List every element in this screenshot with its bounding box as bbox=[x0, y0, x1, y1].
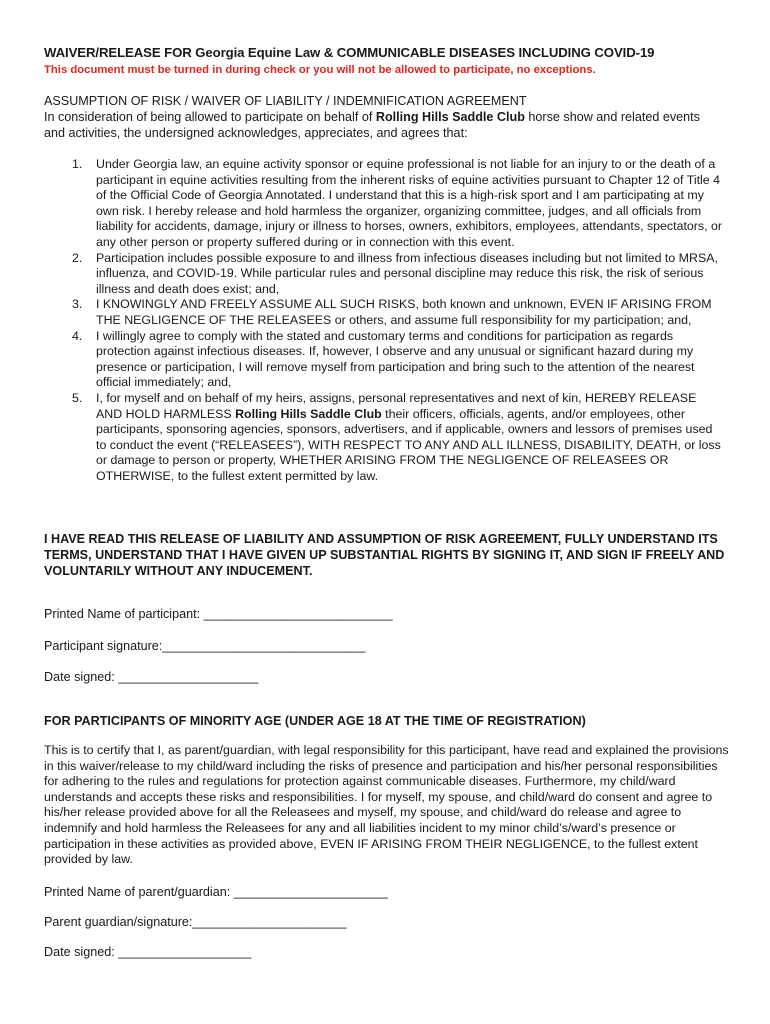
guardian-signature-field[interactable]: Parent guardian/signature:______________________ bbox=[44, 915, 347, 929]
term-number: 4. bbox=[72, 328, 83, 343]
term-text: I KNOWINGLY AND FREELY ASSUME ALL SUCH RISKS, both known and unknown, EVEN IF ARISING FROM THE NEGLIGENCE OF THE RELEASEES or others, and assume full responsibility for my participation; and, bbox=[96, 297, 712, 327]
club-name: Rolling Hills Saddle Club bbox=[235, 406, 382, 421]
term-item bbox=[44, 391, 724, 485]
intro-text-after: horse show and related events and activities, the undersigned acknowledges, appreciates, and agrees that: bbox=[44, 110, 700, 140]
term-number: 5. bbox=[72, 390, 83, 405]
term-item bbox=[44, 251, 724, 298]
term-text: I willingly agree to comply with the stated and customary terms and conditions for participation as regards protection against infectious diseases. If, however, I observe and any unusual or significant hazard during my presence or participation, I will remove myself from participation and bring such to the attention of the nearest official immediately; and, bbox=[96, 328, 695, 390]
term-item bbox=[44, 329, 724, 391]
agreement-heading: ASSUMPTION OF RISK / WAIVER OF LIABILITY / INDEMNIFICATION AGREEMENT bbox=[44, 94, 527, 108]
term-text: Participation includes possible exposure to and illness from infectious diseases including but not limited to MRSA, influenza, and COVID-19. While particular rules and personal discipline may reduce this risk, the risk of serious illness and death does exist; and, bbox=[96, 250, 718, 296]
term-number: 1. bbox=[72, 157, 83, 171]
term-number: 3. bbox=[72, 297, 83, 312]
participant-printed-name-field[interactable]: Printed Name of participant: ___________________________ bbox=[44, 607, 393, 621]
guardian-printed-name-field[interactable]: Printed Name of parent/guardian: ______________________ bbox=[44, 885, 388, 899]
term-text-before: I, for myself and on behalf of my heirs, assigns, personal representatives and next of kin, HEREBY RELEASE AND HOLD HARMLESS bbox=[96, 390, 697, 421]
participant-date-field[interactable]: Date signed: ____________________ bbox=[44, 670, 259, 684]
participant-signature-field[interactable]: Participant signature:_____________________________ bbox=[44, 639, 366, 653]
term-text-after: their officers, officials, agents, and/or employees, other participants, sponsoring agencies, sponsors, advertisers, and if applicable, owners and lessors of premises used to conduct the event (“RELEASEES”), WITH RESPECT TO ANY AND ALL ILLNESS, DISABILITY, DEATH, or loss or damage to person or property, WHETHER ARISING FROM THE NEGLIGENCE OF RELEASEES OR OTHERWISE, to the fullest extent permitted by law. bbox=[96, 406, 721, 483]
document-title: WAIVER/RELEASE FOR Georgia Equine Law & COMMUNICABLE DISEASES INCLUDING COVID-19 bbox=[44, 45, 655, 60]
terms-list bbox=[44, 157, 724, 484]
club-name: Rolling Hills Saddle Club bbox=[375, 110, 525, 124]
intro-paragraph bbox=[44, 110, 724, 141]
acknowledgement-statement: I HAVE READ THIS RELEASE OF LIABILITY AND ASSUMPTION OF RISK AGREEMENT, FULLY UNDERSTAND ITS TERMS, UNDERSTAND THAT I HAVE GIVEN UP SUBSTANTIAL RIGHTS BY SIGNING IT, AND SIGN IF FREELY AND VOLUNTARILY WITHOUT ANY INDUCEMENT. bbox=[44, 532, 725, 578]
term-item bbox=[44, 297, 724, 328]
term-number: 2. bbox=[72, 250, 83, 265]
minor-section-heading: FOR PARTICIPANTS OF MINORITY AGE (UNDER AGE 18 AT THE TIME OF REGISTRATION) bbox=[44, 714, 586, 728]
guardian-date-field[interactable]: Date signed: ___________________ bbox=[44, 945, 252, 959]
turn-in-notice: This document must be turned in during check or you will not be allowed to participate, no exceptions. bbox=[44, 64, 596, 76]
term-text: Under Georgia law, an equine activity sponsor or equine professional is not liable for an injury to or the death of a participant in equine activities resulting from the inherent risks of equine activities pursuant to Chapter 12 of Title 4 of the Official Code of Georgia Annotated. I understand that this is a high-risk sport and I am participating at my own risk. I hereby release and hold harmless the organizer, organizing committee, judges, and all officials from liability for accidents, damage, injury or illness to horses, owners, exhibitors, employees, attendants, spectators, or any other person or property suffered during or in connection with this event. bbox=[96, 157, 723, 249]
minor-section-body: This is to certify that I, as parent/guardian, with legal responsibility for this participant, have read and explained the provisions in this waiver/release to my child/ward including the risks of presence and participation and his/her personal responsibilities for adhering to the rules and regulations for protection against communicable diseases. Furthermore, my child/ward understands and accepts these risks and responsibilities. I for myself, my spouse, and child/ward do consent and agree to his/her release provided above for all the Releasees and myself, my spouse, and child/ward do release and agree to indemnify and hold harmless the Releasees for any and all liabilities incident to my minor child’s/ward’s presence or participation in these activities as provided above, EVEN IF ARISING FROM THEIR NEGLIGENCE, to the fullest extent provided by law. bbox=[44, 743, 729, 867]
intro-text-before: In consideration of being allowed to participate on behalf of bbox=[44, 110, 376, 124]
term-item bbox=[44, 157, 724, 251]
